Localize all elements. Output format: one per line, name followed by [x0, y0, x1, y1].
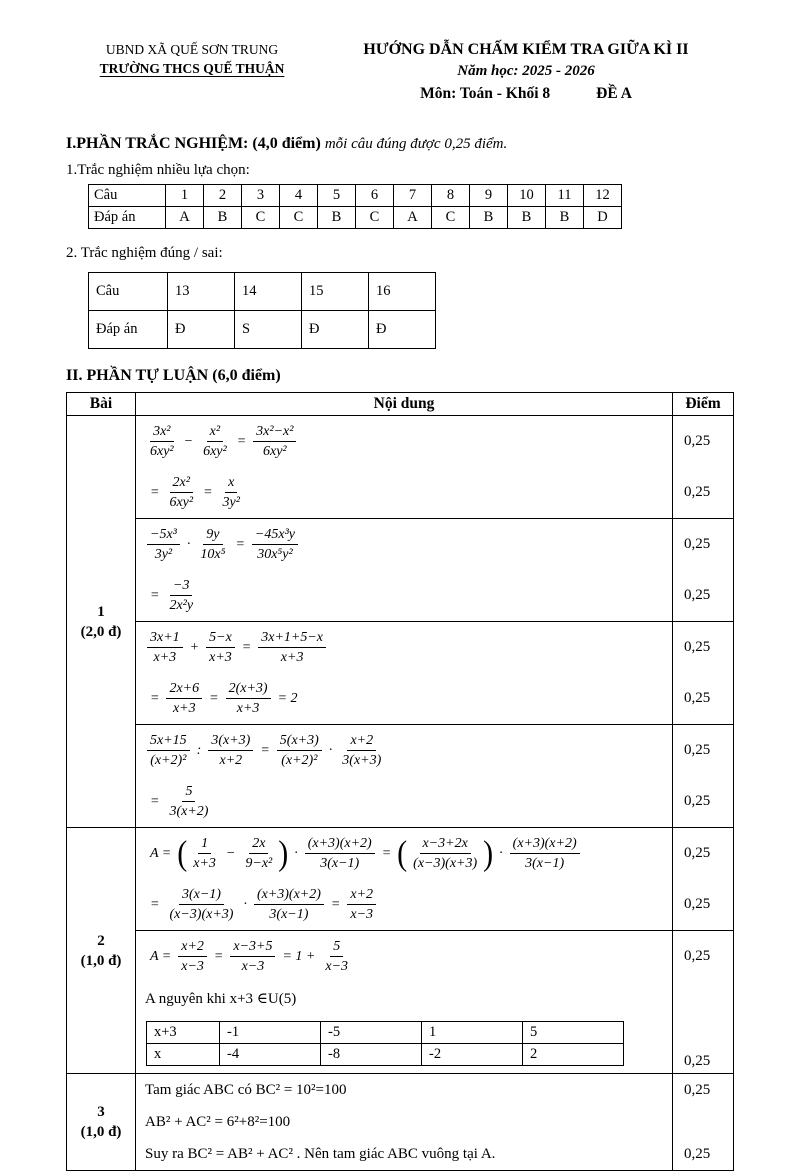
math-line	[145, 832, 666, 875]
mc-answer-cell: C	[242, 207, 280, 229]
fraction-denominator: 6xy²	[169, 495, 194, 511]
mc-question-cell: 3	[242, 185, 280, 207]
exam-code: ĐỀ A	[596, 84, 632, 102]
tf-question-cell: 14	[235, 273, 302, 311]
score-cell: 0,25	[673, 725, 734, 777]
math-line	[145, 935, 666, 978]
exercise-number-label: 3	[97, 1104, 105, 1121]
tu-luan-line-row	[67, 931, 734, 983]
mc-question-cell: 1	[166, 185, 204, 207]
tf-answer-cell: Đ	[302, 311, 369, 349]
fraction-numerator: x	[225, 474, 237, 494]
tu-luan-header-row	[67, 393, 734, 416]
fraction-denominator: x−3	[325, 959, 349, 975]
solution-content-cell	[136, 467, 673, 519]
mc-answer-row	[89, 207, 622, 229]
fraction-denominator: x+2	[219, 753, 243, 769]
math-text: A =	[150, 845, 172, 861]
tf-answer-cell: S	[235, 311, 302, 349]
solution-content-cell	[136, 622, 673, 674]
tf-answer-row	[89, 311, 436, 349]
fraction-numerator: 2x+6	[166, 680, 202, 700]
inner-table-cell: 5	[523, 1022, 624, 1044]
tf-question-row	[89, 273, 436, 311]
fraction	[197, 526, 228, 564]
math-text: =	[150, 793, 160, 809]
fraction-denominator: (x+2)²	[281, 753, 318, 769]
fraction	[339, 732, 384, 770]
tu-luan-line-row	[67, 519, 734, 571]
fraction	[147, 423, 177, 461]
fraction	[254, 886, 324, 924]
exercise-number-cell	[67, 828, 136, 1074]
mc-question-cell: 8	[432, 185, 470, 207]
math-text: ·	[243, 896, 247, 912]
mc-answer-cell: A	[394, 207, 432, 229]
mc-answer-cell: A	[166, 207, 204, 229]
math-text: =	[150, 896, 160, 912]
parenthesis: (	[177, 834, 188, 873]
math-text: ·	[328, 742, 333, 758]
fraction-numerator: (x+3)(x+2)	[510, 835, 580, 855]
fraction-numerator: x−3+2x	[420, 835, 471, 855]
score-cell: 0,25	[673, 467, 734, 519]
fraction-denominator: 6xy²	[203, 444, 227, 460]
tu-luan-table	[66, 392, 734, 1171]
solution-content-cell	[136, 931, 673, 983]
score-cell: 0,25	[673, 416, 734, 468]
mc-answer-cell: B	[470, 207, 508, 229]
fraction	[252, 526, 298, 564]
school-year: Năm học: 2025 - 2026	[457, 63, 595, 80]
fraction-numerator: (x+3)(x+2)	[305, 835, 375, 855]
inner-table-cell: -4	[220, 1044, 321, 1066]
solution-content-cell	[136, 519, 673, 571]
math-text: ·	[186, 536, 191, 552]
tu-luan-line-row	[67, 570, 734, 622]
fraction	[510, 835, 580, 873]
fraction-denominator: 3(x+3)	[342, 753, 382, 769]
fraction-denominator: 3(x−1)	[525, 856, 565, 872]
mc-answer-cell: B	[546, 207, 584, 229]
score-cell: 0,25	[673, 1014, 734, 1074]
solution-content-cell	[136, 828, 673, 880]
solution-content-cell	[136, 982, 673, 1014]
solution-content-cell	[136, 570, 673, 622]
fraction-numerator: x²	[207, 423, 223, 443]
fraction	[258, 629, 326, 667]
fraction	[147, 629, 183, 667]
parenthesis: (	[397, 834, 408, 873]
fraction-numerator: 1	[198, 835, 211, 855]
tu-luan-line-row	[67, 467, 734, 519]
fraction	[322, 938, 351, 976]
inner-table-cell: -8	[321, 1044, 422, 1066]
fraction-numerator: 3(x+3)	[208, 732, 253, 752]
fraction	[166, 680, 202, 718]
solution-content-cell	[136, 1074, 673, 1107]
score-cell: 0,25	[673, 879, 734, 931]
inner-table-cell: -2	[422, 1044, 523, 1066]
math-text: A =	[150, 948, 172, 964]
score-cell: 0,25	[673, 1074, 734, 1107]
math-text: =	[150, 690, 160, 706]
fraction-denominator: 10x⁵	[200, 547, 226, 563]
tf-table-body	[89, 273, 436, 349]
fraction-numerator: x+2	[178, 938, 207, 958]
fraction-numerator: 3x²−x²	[253, 423, 296, 443]
multiple-choice-table	[88, 184, 622, 229]
tf-row-label: Đáp án	[89, 311, 168, 349]
fraction-denominator: x+3	[172, 701, 196, 717]
tf-row-label: Câu	[89, 273, 168, 311]
fraction-numerator: 5(x+3)	[277, 732, 322, 752]
math-text: =	[209, 690, 219, 706]
mc-question-cell: 4	[280, 185, 318, 207]
fraction	[226, 680, 271, 718]
fraction-denominator: 3y²	[154, 547, 173, 563]
tu-luan-line-row	[67, 725, 734, 777]
fraction	[305, 835, 375, 873]
section1-heading-bold: I.PHẦN TRẮC NGHIỆM: (4,0 điểm)	[66, 135, 321, 153]
mc-answer-cell: C	[356, 207, 394, 229]
solution-content-cell	[136, 725, 673, 777]
mc-question-cell: 5	[318, 185, 356, 207]
tu-luan-head	[67, 393, 734, 416]
parenthesis: )	[278, 834, 289, 873]
math-line	[145, 780, 666, 823]
math-text: =	[260, 742, 270, 758]
mc-row-label: Đáp án	[89, 207, 166, 229]
score-cell: 0,25	[673, 570, 734, 622]
fraction-numerator: 3(x−1)	[179, 886, 224, 906]
score-cell: 0,25	[673, 1138, 734, 1171]
solution-content-cell	[136, 1138, 673, 1171]
fraction-numerator: 3x²	[150, 423, 173, 443]
mc-answer-cell: B	[318, 207, 356, 229]
fraction-numerator: x+2	[347, 886, 376, 906]
score-cell: 0,25	[673, 519, 734, 571]
section1-heading-note: mỗi câu đúng được 0,25 điểm.	[324, 136, 508, 153]
score-cell: 0,25	[673, 828, 734, 880]
math-text: +	[189, 639, 200, 655]
math-text: −	[183, 433, 194, 449]
fraction	[147, 526, 180, 564]
mc-answer-cell: B	[204, 207, 242, 229]
fraction-denominator: 3(x−1)	[320, 856, 360, 872]
score-cell	[673, 982, 734, 1014]
inner-table-cell: 1	[422, 1022, 523, 1044]
tu-luan-line-row	[67, 1138, 734, 1171]
fraction-numerator: 2(x+3)	[226, 680, 271, 700]
solution-content-cell	[136, 776, 673, 828]
tf-question-cell: 13	[168, 273, 235, 311]
fraction	[166, 886, 236, 924]
math-text: =	[330, 896, 341, 912]
math-line	[145, 574, 666, 617]
mc-question-cell: 11	[546, 185, 584, 207]
fraction-denominator: x+3	[280, 650, 304, 666]
score-cell: 0,25	[673, 673, 734, 725]
solution-text-line: Tam giác ABC có BC² = 10²=100	[145, 1081, 347, 1098]
tu-luan-line-row	[67, 416, 734, 468]
solution-content-cell	[136, 1106, 673, 1138]
fraction	[190, 835, 219, 873]
fraction	[253, 423, 296, 461]
math-line	[145, 420, 666, 463]
fraction-denominator: x+3	[236, 701, 260, 717]
inner-table-cell: 2	[523, 1044, 624, 1066]
math-text: −	[225, 845, 236, 861]
fraction	[242, 835, 275, 873]
exercise-number-label: 1	[97, 603, 105, 620]
inner-table-row	[147, 1022, 624, 1044]
tf-answer-cell: Đ	[168, 311, 235, 349]
inner-table-cell: -5	[321, 1022, 422, 1044]
exercise-number-label: (1,0 đ)	[80, 952, 122, 969]
fraction-denominator: (x+2)²	[150, 753, 187, 769]
math-line	[145, 471, 666, 514]
fraction-numerator: 2x²	[170, 474, 193, 494]
section1-heading	[66, 135, 734, 153]
math-line	[145, 523, 666, 566]
mc-row-label: Câu	[89, 185, 166, 207]
math-text: = 2	[277, 690, 298, 706]
mc-question-cell: 2	[204, 185, 242, 207]
mc-question-cell: 6	[356, 185, 394, 207]
math-line	[145, 677, 666, 720]
fraction-denominator: x+3	[153, 650, 177, 666]
issuing-org	[66, 38, 318, 79]
exercise-number-label: (2,0 đ)	[80, 623, 122, 640]
fraction-numerator: x−3+5	[230, 938, 275, 958]
solution-content-cell	[136, 673, 673, 725]
math-text: ·	[294, 845, 298, 861]
fraction-numerator: (x+3)(x+2)	[254, 886, 324, 906]
tu-luan-line-row	[67, 622, 734, 674]
inner-table-cell: x+3	[147, 1022, 220, 1044]
fraction	[220, 474, 243, 512]
fraction	[277, 732, 322, 770]
score-cell: 0,25	[673, 622, 734, 674]
inner-table-row	[147, 1044, 624, 1066]
multiple-choice-label: 1.Trắc nghiệm nhiều lựa chọn:	[66, 162, 250, 179]
tu-luan-line-row	[67, 1074, 734, 1107]
tu-luan-line-row	[67, 776, 734, 828]
fraction	[230, 938, 275, 976]
fraction	[147, 732, 190, 770]
document-title-block	[318, 38, 734, 105]
fraction-numerator: −45x³y	[252, 526, 298, 546]
math-text: =	[203, 484, 213, 500]
section2-heading: II. PHẦN TỰ LUẬN (6,0 điểm)	[66, 367, 281, 385]
fraction-numerator: x+2	[347, 732, 376, 752]
fraction	[178, 938, 207, 976]
tu-luan-line-row	[67, 1014, 734, 1074]
fraction	[166, 577, 196, 615]
fraction-denominator: x−3	[241, 959, 265, 975]
mc-question-row	[89, 185, 622, 207]
solution-text-line: A nguyên khi x+3 ∈U(5)	[145, 990, 297, 1007]
tu-luan-line-row	[67, 828, 734, 880]
mc-question-cell: 9	[470, 185, 508, 207]
fraction-denominator: 6xy²	[262, 444, 287, 460]
fraction-denominator: (x−3)(x+3)	[169, 907, 234, 923]
fraction-denominator: x+3	[193, 856, 216, 872]
math-text: =	[381, 845, 392, 861]
true-false-label: 2. Trắc nghiệm đúng / sai:	[66, 245, 223, 262]
fraction-denominator: 3(x−1)	[269, 907, 309, 923]
fraction-denominator: 9−x²	[245, 856, 273, 872]
math-text: =	[150, 587, 160, 603]
math-text: = 1 +	[282, 948, 316, 964]
exercise-number-cell	[67, 416, 136, 828]
integer-solution-table-body	[147, 1022, 624, 1066]
document-header	[66, 38, 734, 105]
parenthesis: )	[483, 834, 494, 873]
tu-luan-body	[67, 416, 734, 1171]
fraction-denominator: x−3	[181, 959, 204, 975]
fraction-denominator: 3(x+2)	[169, 804, 209, 820]
fraction-numerator: 3x+1	[147, 629, 183, 649]
subject-label: Môn: Toán - Khối 8	[420, 84, 551, 102]
mc-answer-cell: D	[584, 207, 622, 229]
math-text: =	[150, 484, 160, 500]
tu-luan-line-row	[67, 982, 734, 1014]
tf-question-cell: 15	[302, 273, 369, 311]
math-text: =	[235, 536, 245, 552]
tu-luan-header-cell: Bài	[67, 393, 136, 416]
fraction	[347, 886, 376, 924]
exercise-number-cell	[67, 1074, 136, 1171]
fraction-numerator: 3x+1+5−x	[258, 629, 326, 649]
math-line	[145, 729, 666, 772]
org-line1: UBND XÃ QUẾ SƠN TRUNG	[105, 42, 279, 57]
mc-answer-cell: B	[508, 207, 546, 229]
fraction-numerator: 5	[182, 783, 195, 803]
tu-luan-line-row	[67, 879, 734, 931]
math-line	[145, 626, 666, 669]
fraction-denominator: 6xy²	[150, 444, 174, 460]
document-title: HƯỚNG DẪN CHẤM KIỂM TRA GIỮA KÌ II	[363, 41, 689, 58]
fraction	[410, 835, 480, 873]
subject-line	[318, 83, 734, 105]
fraction-denominator: x−3	[350, 907, 374, 923]
fraction-denominator: 2x²y	[169, 598, 194, 614]
exercise-number-label: 2	[97, 932, 105, 949]
tf-question-cell: 16	[369, 273, 436, 311]
solution-content-cell	[136, 1014, 673, 1074]
score-cell	[673, 1106, 734, 1138]
fraction-numerator: 5x+15	[147, 732, 190, 752]
fraction-numerator: 5−x	[206, 629, 235, 649]
math-line	[145, 883, 666, 926]
fraction	[200, 423, 230, 461]
fraction-denominator: x+3	[209, 650, 232, 666]
integer-solution-table	[146, 1021, 624, 1066]
fraction	[206, 629, 235, 667]
mc-answer-cell: C	[280, 207, 318, 229]
tu-luan-header-cell: Điểm	[673, 393, 734, 416]
fraction-denominator: 30x⁵y²	[257, 547, 293, 563]
inner-table-cell: -1	[220, 1022, 321, 1044]
fraction-numerator: −5x³	[147, 526, 180, 546]
mc-answer-cell: C	[432, 207, 470, 229]
tu-luan-line-row	[67, 673, 734, 725]
fraction	[166, 474, 196, 512]
fraction	[208, 732, 253, 770]
solution-text-line: AB² + AC² = 6²+8²=100	[145, 1113, 291, 1130]
mc-question-cell: 10	[508, 185, 546, 207]
solution-content-cell	[136, 416, 673, 468]
fraction-numerator: 2x	[249, 835, 268, 855]
score-cell: 0,25	[673, 776, 734, 828]
fraction-numerator: −3	[170, 577, 192, 597]
fraction-denominator: (x−3)(x+3)	[413, 856, 478, 872]
math-text: =	[241, 639, 252, 655]
inner-table-cell: x	[147, 1044, 220, 1066]
solution-content-cell	[136, 879, 673, 931]
solution-text-line: Suy ra BC² = AB² + AC² . Nên tam giác ABC vuông tại A.	[145, 1145, 496, 1162]
mc-question-cell: 7	[394, 185, 432, 207]
mc-table-body	[89, 185, 622, 229]
math-text: :	[196, 742, 202, 758]
score-cell: 0,25	[673, 931, 734, 983]
fraction	[166, 783, 211, 821]
math-text: ·	[499, 845, 503, 861]
fraction-numerator: 5	[330, 938, 343, 958]
true-false-table	[88, 272, 436, 349]
exercise-number-label: (1,0 đ)	[80, 1124, 122, 1141]
mc-question-cell: 12	[584, 185, 622, 207]
tf-answer-cell: Đ	[369, 311, 436, 349]
tu-luan-line-row	[67, 1106, 734, 1138]
tu-luan-header-cell: Nội dung	[136, 393, 673, 416]
math-text: =	[213, 948, 224, 964]
fraction-numerator: 9y	[203, 526, 222, 546]
fraction-denominator: 3y²	[222, 495, 240, 511]
math-text: =	[236, 433, 247, 449]
org-line2: TRƯỜNG THCS QUẾ THUẬN	[99, 60, 285, 76]
